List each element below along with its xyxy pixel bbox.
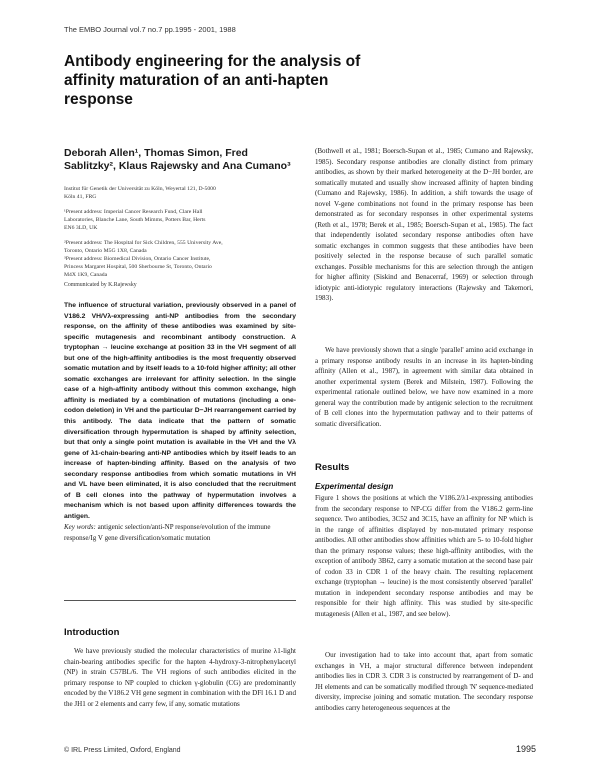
body-paragraph: We have previously shown that a single 'parallel' amino acid exchange in a primary response antibody results in an increase in its hapten-binding affinity (Allen et al., 1987), in agreement with similar data obtained in another experimental system (Berek and Milstein, 1987). Following the experimental rationale outlined below, we have now examined in a more general way the contribution made by antigenic selection to the recruitment of B cell clones into the hypermutation pathway and to their patterns of somatic diversification.	[315, 346, 533, 428]
journal-citation: The EMBO Journal vol.7 no.7 pp.1995 - 2001, 1988	[64, 25, 236, 34]
author-list: Deborah Allen¹, Thomas Simon, Fred Sablitzky², Klaus Rajewsky and Ana Cumano³	[64, 147, 291, 172]
keywords-text: antigenic selection/anti-NP response/evolution of the immune response/Ig V gene diversification/somatic mutation	[64, 523, 271, 542]
page-number: 1995	[516, 744, 537, 754]
communicated-by: Communicated by K.Rajewsky	[64, 282, 137, 288]
results-heading: Results	[315, 462, 350, 473]
introduction-text: We have previously studied the molecular characteristics of murine λ1-light chain-bearing antibodies specific for the hapten 4-hydroxy-3-nitrophenylacetyl (NP) in strain C57BL/6. The VH regions of such antibodies elicited in the primary response to NP coupled to chicken γ-globulin (CG) are predominantly encoded by the V186.2 VH gene segment in combination with the DFl 16.1 D and the JH1 or 2 elements and carry few, if any, somatic mutations	[64, 647, 296, 708]
abstract-text: The influence of structural variation, previously observed in a panel of V186.2 VH/Vλ-expressing anti-NP antibodies from the secondary response, on the affinity of these antibodies was examined by site-specific mutagenesis and recombinant antibody construction. A tryptophan → leucine exchange at position 33 in the VH segment of all but one of the high-affinity antibodies is the most frequently observed somatic mutation and by itself leads to a 10-fold higher affinity; all other somatic exchanges are irrelevant for affinity selection. In the single case of a high-affinity antibody without this common exchange, high affinity is mediated by a combination of mutations (including a one-codon deletion) in VH and the particular D−JH rearrangement carried by this antibody. The data indicate that the pattern of somatic diversification through hypermutation is shaped by affinity selection, but that only a single point mutation is available in the VH and the Vλ gene of λ1-chain-bearing anti-NP antibodies which by itself leads to an increase of hapten-binding affinity. Based on the analysis of two secondary response antibodies from which somatic mutations in VH and VL have been eliminated, it is also concluded that the recruitment of B cell clones into the pathway of hypermutation involves a mechanism which is not based upon affinity differences towards the antigen.	[64, 302, 296, 520]
experimental-design-heading: Experimental design	[315, 482, 394, 491]
affiliation-line: Toronto, Ontario M5G 1X8, Canada	[64, 248, 147, 254]
affiliation-line: ²Present address: The Hospital for Sick Children, 555 University Ave,	[64, 240, 223, 246]
affiliation-line: ¹Present address: Imperial Cancer Research Fund, Clare Hall	[64, 209, 203, 215]
body-paragraph: (Bothwell et al., 1981; Boersch-Supan et al., 1985; Cumano and Rajewsky, 1985). Secondary response antibodies are clonally distinct from primary antibodies, as shown by their marked heterogeneity at the D−JH border, are somatically mutated and usually show increased affinity of hapten binding (Cumano and Rajewsky, 1986). In addition, a shift towards the usage of novel V-gene combinations not found in the primary response has been demonstrated as for secondary responses in other experimental systems (Reth et al., 1978; Berek et al., 1985; Boersch-Supan et al., 1985). The fact that independently isolated secondary response antibodies often have somatic exchanges in common suggests that these antibodies have been positively selected in the response because of such parallel somatic exchanges. Possible mechanisms for this are selection through the antigen for higher affinity (Siskind and Benacerraf, 1969) or selection through idiotypic anti-idiotypic regulatory interactions (Rajewsky and Takemori, 1983).	[315, 147, 533, 302]
keywords-label: Key words:	[64, 523, 96, 532]
abstract	[64, 301, 296, 543]
affiliation-line: EN6 3LD, UK	[64, 225, 98, 231]
affiliation-line: Köln 41, FRG	[64, 194, 97, 200]
keywords	[64, 522, 296, 543]
body-paragraph: Our investigation had to take into account that, apart from somatic exchanges in VH, a major structural difference between independent antibodies lies in CDR 3. CDR 3 is constructed by rearrangement of D- and JH elements and can be somatically modified through 'N' sequence-mediated diversity, imprecise joining and somatic mutation. The secondary response antibodies carry heterogeneous sequences at the	[315, 651, 533, 712]
introduction-heading: Introduction	[64, 627, 120, 638]
affiliation-line: Laboratories, Blanche Lane, South Mimms, Potters Bar, Herts	[64, 217, 206, 223]
article-title: Antibody engineering for the analysis of affinity maturation of an anti-hapten response	[64, 53, 361, 108]
body-paragraph: Figure 1 shows the positions at which the V186.2/λ1-expressing antibodies from the secondary response to NP-CG differ from the V186.2 germ-line sequence. Two antibodies, 3C52 and 3C15, have an affinity for NP which is in the range of affinities displayed by non-mutated primary response antibodies. All other antibodies show affinities which are 5- to 10-fold higher than the primary response values; these high-affinity antibodies, with the exception of antibody 3B62, carry a somatic mutation at the second base pair of codon 33 in CDR 1 of the heavy chain. The resulting replacement exchange (tryptophan → leucine) is the most consistently observed 'parallel' mutation in independent secondary response antibodies and may be responsible for their high affinity. This was studied by site-specific mutagenesis (Allen et al., 1987, and see below).	[315, 494, 533, 618]
affiliation-line: Institut für Genetik der Universität zu Köln, Weyertal 121, D-5000	[64, 186, 216, 192]
publisher-footer: © IRL Press Limited, Oxford, England	[64, 747, 181, 754]
section-divider	[64, 600, 296, 601]
affiliation-line: Princess Margaret Hospital, 500 Sherbourne St, Toronto, Ontario	[64, 264, 212, 270]
affiliation-line: M4X 1K9, Canada	[64, 272, 108, 278]
affiliation-line: ³Present address: Biomedical Division, Ontario Cancer Institute,	[64, 256, 211, 262]
